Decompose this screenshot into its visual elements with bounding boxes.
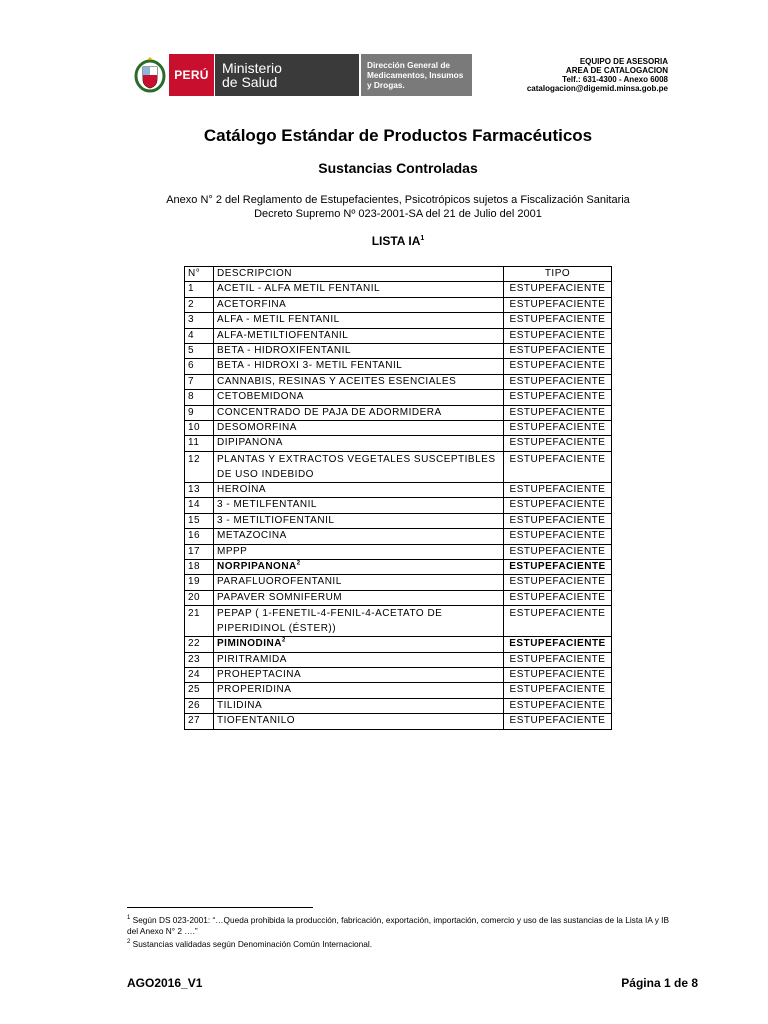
row-type: ESTUPEFACIENTE	[504, 282, 612, 297]
row-footnote-mark: 2	[296, 560, 301, 567]
row-number: 24	[185, 667, 214, 682]
directorate-label	[361, 54, 472, 96]
row-description-text: ALFA-METILTIOFENTANIL	[217, 329, 349, 341]
table-row	[185, 667, 612, 682]
ministry-logo	[133, 54, 472, 96]
row-description-text: ALFA - METIL FENTANIL	[217, 314, 340, 326]
row-type: ESTUPEFACIENTE	[504, 529, 612, 544]
row-description-text: TIOFENTANILO	[217, 715, 296, 727]
header-num: N°	[185, 267, 214, 282]
row-type: ESTUPEFACIENTE	[504, 590, 612, 605]
directorate-line-2: Medicamentos, Insumos	[367, 70, 464, 80]
table-row	[185, 328, 612, 343]
row-type: ESTUPEFACIENTE	[504, 328, 612, 343]
row-description	[214, 714, 504, 729]
row-description-text: 3 - METILFENTANIL	[217, 499, 317, 511]
row-number: 9	[185, 405, 214, 420]
row-number: 13	[185, 482, 214, 497]
table-row	[185, 544, 612, 559]
footnote-1-text: Según DS 023-2001: “…Queda prohibida la producción, fabricación, exportación, importación, comercio y uso de las sustancias de la Lista IA y IB del Anexo N° 2 ….”	[127, 914, 670, 936]
row-description-text: CANNABIS, RESINAS Y ACEITES ESENCIALES	[217, 375, 457, 387]
peru-label: PERÚ	[169, 54, 214, 96]
row-type: ESTUPEFACIENTE	[504, 374, 612, 389]
row-number: 1	[185, 282, 214, 297]
contact-team: EQUIPO DE ASESORIA	[579, 57, 668, 66]
footnotes	[127, 913, 672, 950]
row-type: ESTUPEFACIENTE	[504, 482, 612, 497]
table-header-row	[185, 267, 612, 282]
row-description	[214, 328, 504, 343]
row-description	[214, 559, 504, 574]
table-row	[185, 313, 612, 328]
directorate-line-1: Dirección General de	[367, 60, 451, 70]
row-description	[214, 297, 504, 312]
row-description	[214, 544, 504, 559]
row-number: 12	[185, 451, 214, 482]
table-row	[185, 344, 612, 359]
row-number: 26	[185, 698, 214, 713]
document-subtitle: Sustancias Controladas	[318, 160, 478, 176]
contact-phone: Telf.: 631-4300 - Anexo 6008	[562, 75, 668, 84]
table-row	[185, 374, 612, 389]
directorate-line-3: y Drogas.	[367, 80, 405, 90]
ministry-line-1: Ministerio	[222, 60, 282, 76]
row-description	[214, 498, 504, 513]
row-description-text: CETOBEMIDONA	[217, 391, 304, 403]
row-description-text: PIRITRAMIDA	[217, 653, 287, 665]
table-row	[185, 421, 612, 436]
row-number: 18	[185, 559, 214, 574]
footnote-2-text: Sustancias validadas según Denominación Común Internacional.	[132, 938, 373, 949]
contact-block	[527, 57, 668, 93]
header-desc: DESCRIPCION	[214, 267, 504, 282]
row-description-text: DESOMORFINA	[217, 422, 297, 434]
row-description-text: PLANTAS Y EXTRACTOS VEGETALES SUSCEPTIBLES DE USO INDEBIDO	[217, 453, 496, 480]
table-row	[185, 529, 612, 544]
document-version: AGO2016_V1	[127, 976, 203, 990]
anexo-reference	[0, 193, 768, 221]
page-number: Página 1 de 8	[621, 976, 698, 990]
row-description	[214, 482, 504, 497]
lista-footnote-mark: 1	[420, 235, 425, 242]
row-description	[214, 529, 504, 544]
row-description	[214, 313, 504, 328]
row-type: ESTUPEFACIENTE	[504, 683, 612, 698]
row-number: 16	[185, 529, 214, 544]
row-footnote-mark: 2	[282, 637, 286, 644]
table-row	[185, 297, 612, 312]
row-description	[214, 436, 504, 451]
table-row	[185, 436, 612, 451]
footnote-separator	[127, 907, 313, 908]
row-description-text: ACETIL - ALFA METIL FENTANIL	[217, 283, 381, 295]
row-description-text: CONCENTRADO DE PAJA DE ADORMIDERA	[217, 406, 442, 418]
row-description-text: PAPAVER SOMNIFERUM	[217, 591, 343, 603]
table-row	[185, 451, 612, 482]
row-number: 23	[185, 652, 214, 667]
row-number: 6	[185, 359, 214, 374]
table-row	[185, 359, 612, 374]
row-type: ESTUPEFACIENTE	[504, 559, 612, 574]
row-number: 4	[185, 328, 214, 343]
table-row	[185, 575, 612, 590]
row-type: ESTUPEFACIENTE	[504, 637, 612, 652]
row-type: ESTUPEFACIENTE	[504, 405, 612, 420]
row-type: ESTUPEFACIENTE	[504, 451, 612, 482]
row-number: 7	[185, 374, 214, 389]
table-row	[185, 498, 612, 513]
row-description	[214, 667, 504, 682]
footnote-1	[127, 913, 672, 937]
table-row	[185, 683, 612, 698]
contact-area: AREA DE CATALOGACION	[565, 66, 668, 75]
row-type: ESTUPEFACIENTE	[504, 513, 612, 528]
peru-crest-icon	[133, 54, 167, 96]
row-type: ESTUPEFACIENTE	[504, 652, 612, 667]
contact-email: catalogacion@digemid.minsa.gob.pe	[526, 84, 668, 93]
footnote-2	[127, 937, 672, 950]
row-description-text: PARAFLUOROFENTANIL	[217, 576, 342, 588]
row-description	[214, 513, 504, 528]
row-description-text: PIMINODINA	[217, 638, 282, 650]
row-number: 11	[185, 436, 214, 451]
row-description-text: ACETORFINA	[217, 298, 287, 310]
row-description-text: PROPERIDINA	[217, 684, 292, 696]
row-description-text: DIPIPANONA	[217, 437, 283, 449]
ministry-line-2: de Salud	[222, 74, 278, 90]
footnote-2-mark: 2	[127, 938, 131, 945]
row-type: ESTUPEFACIENTE	[504, 344, 612, 359]
row-description	[214, 590, 504, 605]
row-type: ESTUPEFACIENTE	[504, 606, 612, 637]
lista-heading	[0, 234, 768, 248]
row-description-text: HEROÍNA	[217, 483, 267, 495]
row-number: 21	[185, 606, 214, 637]
row-description	[214, 359, 504, 374]
row-description	[214, 652, 504, 667]
row-description	[214, 374, 504, 389]
document-title: Catálogo Estándar de Productos Farmacéuticos	[203, 126, 593, 145]
row-number: 22	[185, 637, 214, 652]
row-description	[214, 282, 504, 297]
row-type: ESTUPEFACIENTE	[504, 313, 612, 328]
row-number: 8	[185, 390, 214, 405]
row-description-text: PEPAP ( 1-FENETIL-4-FENIL-4-ACETATO DE PIPERIDINOL (ÉSTER))	[217, 608, 443, 635]
row-number: 10	[185, 421, 214, 436]
row-description	[214, 575, 504, 590]
row-description-text: 3 - METILTIOFENTANIL	[217, 514, 335, 526]
row-description	[214, 683, 504, 698]
row-type: ESTUPEFACIENTE	[504, 297, 612, 312]
row-type: ESTUPEFACIENTE	[504, 436, 612, 451]
table-row	[185, 698, 612, 713]
row-description-text: METAZOCINA	[217, 530, 287, 542]
footnote-1-mark: 1	[127, 915, 131, 921]
row-type: ESTUPEFACIENTE	[504, 575, 612, 590]
row-description-text: MPPP	[217, 545, 248, 557]
row-number: 3	[185, 313, 214, 328]
row-type: ESTUPEFACIENTE	[504, 698, 612, 713]
row-description-text: BETA - HIDROXIFENTANIL	[217, 345, 351, 357]
row-description	[214, 405, 504, 420]
anexo-line-1: Anexo N° 2 del Reglamento de Estupefacientes, Psicotrópicos sujetos a Fiscalización Sanitaria	[166, 194, 630, 206]
table-row	[185, 637, 612, 652]
row-type: ESTUPEFACIENTE	[504, 390, 612, 405]
row-number: 17	[185, 544, 214, 559]
row-description	[214, 698, 504, 713]
row-description-text: NORPIPANONA	[217, 560, 297, 572]
row-description-text: PROHEPTACINA	[217, 668, 302, 680]
row-number: 19	[185, 575, 214, 590]
row-description	[214, 421, 504, 436]
table-row	[185, 405, 612, 420]
row-description-text: TILIDINA	[217, 699, 263, 711]
row-description	[214, 344, 504, 359]
row-number: 14	[185, 498, 214, 513]
table-row	[185, 282, 612, 297]
row-number: 5	[185, 344, 214, 359]
row-description	[214, 637, 504, 652]
row-number: 20	[185, 590, 214, 605]
row-type: ESTUPEFACIENTE	[504, 498, 612, 513]
row-description	[214, 451, 504, 482]
row-number: 25	[185, 683, 214, 698]
row-number: 2	[185, 297, 214, 312]
anexo-line-2: Decreto Supremo Nº 023-2001-SA del 21 de Julio del 2001	[254, 208, 542, 220]
row-description	[214, 606, 504, 637]
table-row	[185, 714, 612, 729]
table-row	[185, 559, 612, 574]
ministry-label	[214, 54, 359, 96]
row-type: ESTUPEFACIENTE	[504, 544, 612, 559]
row-type: ESTUPEFACIENTE	[504, 714, 612, 729]
table-row	[185, 482, 612, 497]
table-row	[185, 590, 612, 605]
row-type: ESTUPEFACIENTE	[504, 421, 612, 436]
row-type: ESTUPEFACIENTE	[504, 359, 612, 374]
substances-table	[184, 266, 612, 730]
table-row	[185, 606, 612, 637]
header-tipo: TIPO	[504, 267, 612, 282]
row-number: 15	[185, 513, 214, 528]
row-description	[214, 390, 504, 405]
row-number: 27	[185, 714, 214, 729]
row-description-text: BETA - HIDROXI 3- METIL FENTANIL	[217, 360, 403, 372]
lista-label: LISTA IA	[371, 234, 421, 248]
table-row	[185, 652, 612, 667]
table-row	[185, 390, 612, 405]
row-type: ESTUPEFACIENTE	[504, 667, 612, 682]
table-row	[185, 513, 612, 528]
